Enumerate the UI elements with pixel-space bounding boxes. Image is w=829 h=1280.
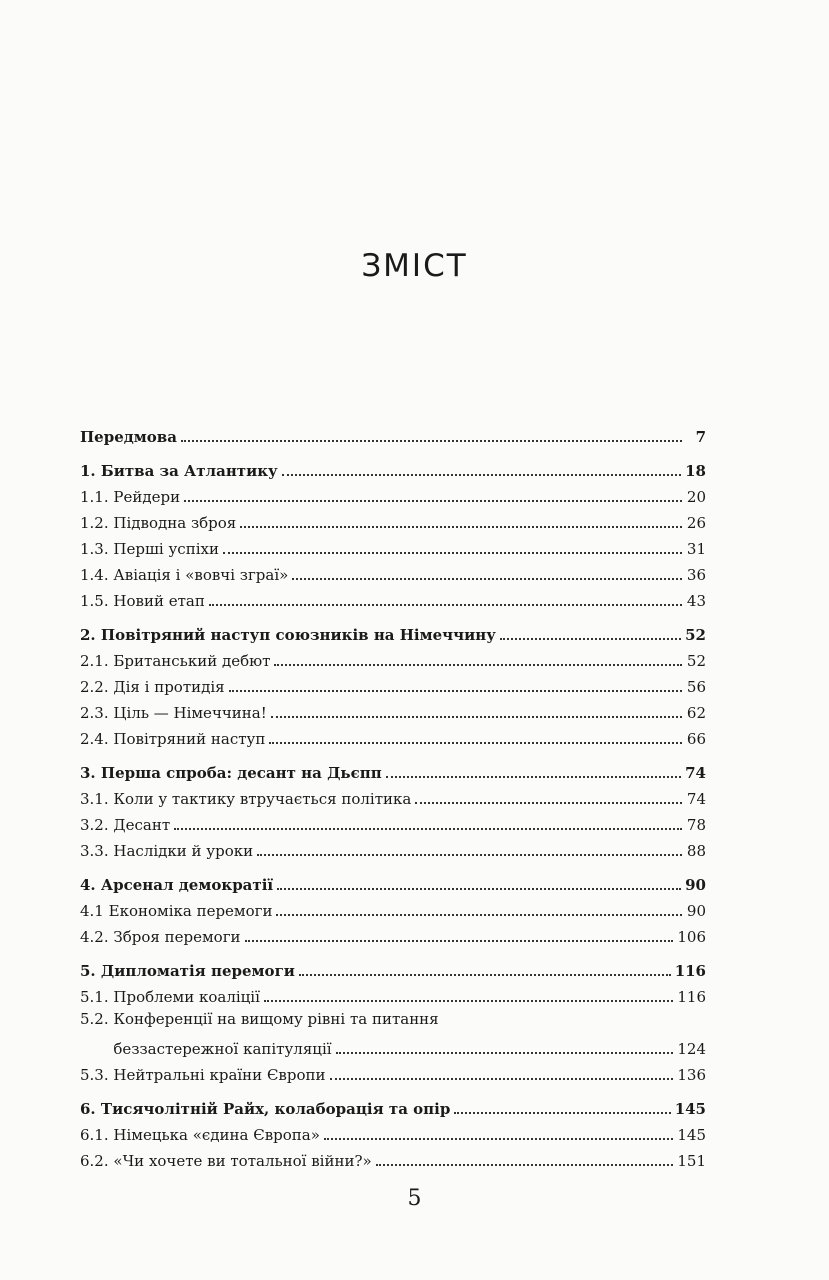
dot-leader <box>277 888 681 890</box>
table-of-contents <box>80 420 706 1178</box>
dot-leader <box>500 638 681 640</box>
toc-entry-number: 6. <box>80 1100 96 1118</box>
toc-subentry <box>80 980 706 1006</box>
toc-entry-page: 88 <box>686 842 706 860</box>
toc-entry-page: 78 <box>686 816 706 834</box>
toc-entry-page: 145 <box>677 1126 706 1144</box>
dot-leader <box>209 604 682 606</box>
toc-subentry <box>80 894 706 920</box>
toc-entry-title: Дія і протидія <box>113 678 225 696</box>
toc-subentry <box>80 722 706 748</box>
dot-leader <box>292 578 682 580</box>
toc-subentry <box>80 834 706 860</box>
toc-entry-page: 26 <box>686 514 706 532</box>
toc-entry-page: 136 <box>677 1066 706 1084</box>
toc-section-chapter-1 <box>80 454 706 610</box>
toc-entry-number: 5. <box>80 962 96 980</box>
toc-entry-number: 1.1. <box>80 488 109 506</box>
dot-leader <box>264 1000 673 1002</box>
toc-entry-title-line-1: Конференції на вищому рівні та питання <box>113 1010 439 1028</box>
toc-subentry <box>80 1118 706 1144</box>
toc-entry-title: Повітряний наступ союзників на Німеччину <box>100 626 496 644</box>
toc-subentry <box>80 696 706 722</box>
dot-leader <box>229 690 682 692</box>
toc-entry-title: Наслідки й уроки <box>113 842 254 860</box>
toc-entry-title: Нейтральні країни Європи <box>113 1066 326 1084</box>
toc-entry-page: 52 <box>686 652 706 670</box>
dot-leader <box>454 1112 670 1114</box>
toc-entry-title: Повітряний наступ <box>113 730 266 748</box>
toc-entry-page: 90 <box>686 902 706 920</box>
toc-entry-title: Новий етап <box>113 592 205 610</box>
toc-entry-title: «Чи хочете ви тотальної війни?» <box>113 1152 372 1170</box>
toc-subentry <box>80 670 706 696</box>
toc-section-chapter-5 <box>80 954 706 1084</box>
toc-entry-number: 4.1 <box>80 902 104 920</box>
dot-leader <box>376 1164 674 1166</box>
toc-section-chapter-4 <box>80 868 706 946</box>
toc-entry-title: Ціль — Німеччина! <box>113 704 267 722</box>
dot-leader <box>386 776 681 778</box>
toc-entry-number: 2.2. <box>80 678 109 696</box>
toc-chapter-entry <box>80 954 706 980</box>
toc-entry-number: 2. <box>80 626 96 644</box>
toc-entry-title: Підводна зброя <box>113 514 237 532</box>
toc-entry-title: Десант <box>113 816 171 834</box>
dot-leader <box>184 500 682 502</box>
toc-entry-number: 2.3. <box>80 704 109 722</box>
dot-leader <box>415 802 682 804</box>
toc-entry-title: Дипломатія перемоги <box>100 962 295 980</box>
toc-entry-title-line-2: беззастережної капітуляції <box>113 1040 332 1058</box>
toc-entry-number: 2.1. <box>80 652 109 670</box>
toc-entry-title: Битва за Атлантику <box>100 462 278 480</box>
toc-entry-number: 1.5. <box>80 592 109 610</box>
toc-entry-title: Рейдери <box>113 488 181 506</box>
toc-entry-page: 151 <box>677 1152 706 1170</box>
toc-entry-number: 6.1. <box>80 1126 109 1144</box>
toc-entry-page: 20 <box>686 488 706 506</box>
toc-chapter-entry <box>80 618 706 644</box>
toc-subentry <box>80 782 706 808</box>
dot-leader <box>282 474 681 476</box>
dot-leader <box>269 742 682 744</box>
toc-entry-page: 52 <box>685 626 706 644</box>
toc-entry-page: 145 <box>674 1100 706 1118</box>
toc-subentry <box>80 920 706 946</box>
toc-entry-page: 43 <box>686 592 706 610</box>
toc-subentry <box>80 1144 706 1170</box>
toc-entry-number: 5.2. <box>80 1010 109 1028</box>
toc-entry-number: 5.1. <box>80 988 109 1006</box>
toc-entry-number: 4.2. <box>80 928 109 946</box>
toc-entry-page: 62 <box>686 704 706 722</box>
toc-subentry <box>80 808 706 834</box>
toc-entry-number: 3. <box>80 764 96 782</box>
toc-entry-title: Зброя перемоги <box>113 928 241 946</box>
toc-section-chapter-2 <box>80 618 706 748</box>
toc-entry-title: Передмова <box>80 428 177 446</box>
toc-subentry <box>80 644 706 670</box>
toc-entry-page: 116 <box>677 988 706 1006</box>
toc-entry-page: 7 <box>695 428 706 446</box>
dot-leader <box>330 1078 674 1080</box>
toc-entry-page: 18 <box>685 462 706 480</box>
toc-chapter-entry <box>80 868 706 894</box>
toc-entry-number: 3.2. <box>80 816 109 834</box>
toc-entry-title: Перша спроба: десант на Дьєпп <box>100 764 382 782</box>
toc-subentry <box>80 506 706 532</box>
toc-entry-page: 36 <box>686 566 706 584</box>
toc-subentry <box>80 1006 706 1058</box>
toc-entry-page: 66 <box>686 730 706 748</box>
dot-leader <box>245 940 674 942</box>
toc-entry-number: 2.4. <box>80 730 109 748</box>
toc-entry-number: 1.2. <box>80 514 109 532</box>
toc-entry-number: 1.4. <box>80 566 109 584</box>
toc-section-chapter-3 <box>80 756 706 860</box>
toc-entry-page: 74 <box>685 764 706 782</box>
toc-entry-number: 4. <box>80 876 96 894</box>
toc-entry-number: 1. <box>80 462 96 480</box>
dot-leader <box>181 440 682 442</box>
toc-entry-number: 5.3. <box>80 1066 109 1084</box>
dot-leader <box>274 664 682 666</box>
toc-chapter-entry <box>80 454 706 480</box>
toc-section-chapter-6 <box>80 1092 706 1170</box>
toc-subentry <box>80 1058 706 1084</box>
toc-subentry <box>80 558 706 584</box>
toc-entry-page: 90 <box>685 876 706 894</box>
toc-entry-preface <box>80 420 706 446</box>
dot-leader <box>240 526 682 528</box>
toc-section-preface <box>80 420 706 446</box>
toc-entry-page: 116 <box>674 962 706 980</box>
toc-entry-title: Коли у тактику втручається політика <box>113 790 412 808</box>
toc-entry-page: 124 <box>677 1040 706 1058</box>
toc-entry-title: Проблеми коаліції <box>113 988 260 1006</box>
toc-entry-title: Британський дебют <box>113 652 271 670</box>
dot-leader <box>299 974 671 976</box>
toc-entry-number: 1.3. <box>80 540 109 558</box>
toc-subentry <box>80 584 706 610</box>
toc-entry-title: Арсенал демократії <box>100 876 274 894</box>
toc-entry-title: Економіка перемоги <box>108 902 273 920</box>
toc-entry-page: 56 <box>686 678 706 696</box>
toc-chapter-entry <box>80 756 706 782</box>
toc-entry-title: Німецька «єдина Європа» <box>113 1126 320 1144</box>
toc-entry-page: 74 <box>686 790 706 808</box>
dot-leader <box>271 716 682 718</box>
dot-leader <box>223 552 682 554</box>
toc-entry-number: 3.1. <box>80 790 109 808</box>
toc-entry-title: Авіація і «вовчі зграї» <box>113 566 289 584</box>
toc-subentry <box>80 480 706 506</box>
toc-entry-number: 6.2. <box>80 1152 109 1170</box>
page-number: 5 <box>407 1186 422 1211</box>
dot-leader <box>174 828 682 830</box>
toc-chapter-entry <box>80 1092 706 1118</box>
page-title: ЗМІСТ <box>361 248 468 284</box>
toc-subentry <box>80 532 706 558</box>
toc-entry-title: Перші успіхи <box>113 540 219 558</box>
toc-entry-page: 31 <box>686 540 706 558</box>
dot-leader <box>336 1052 674 1054</box>
toc-entry-page: 106 <box>677 928 706 946</box>
dot-leader <box>324 1138 673 1140</box>
dot-leader <box>276 914 682 916</box>
dot-leader <box>257 854 682 856</box>
toc-entry-title: Тисячолітній Райх, колаборація та опір <box>100 1100 451 1118</box>
toc-entry-number: 3.3. <box>80 842 109 860</box>
